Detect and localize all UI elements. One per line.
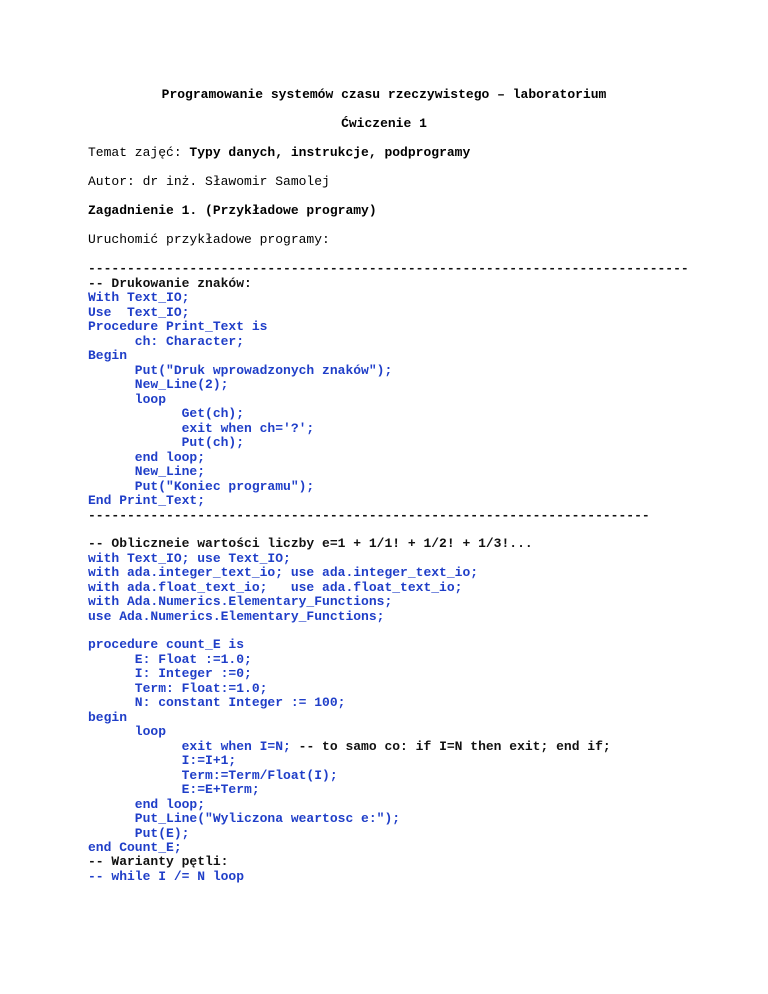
topic-label: Temat zajęć: (88, 145, 190, 160)
code-line: Get(ch); (88, 406, 245, 421)
separator-line: ----------------------------------------------------------------------------- (88, 261, 689, 276)
code-line: Put(E); (88, 825, 190, 841)
section-heading: Zagadnienie 1. (Przykładowe programy) (88, 203, 377, 218)
topic-value: Typy danych, instrukcje, podprogramy (189, 145, 471, 160)
code-line: Put(ch); (88, 435, 245, 450)
code-line: With Text_IO; (88, 290, 190, 305)
code-line: Term:=Term/Float(I); (88, 767, 338, 783)
code-line: use Ada.Numerics.Elementary_Functions; (88, 608, 385, 624)
code-line: with ada.float_text_io; use ada.float_text_io; (88, 579, 463, 595)
code-line: I:=I+1; (88, 753, 237, 768)
code-comment: -- Drukowanie znaków: (88, 275, 252, 291)
code-line: with Ada.Numerics.Elementary_Functions; (88, 594, 393, 609)
code-line: Procedure Print_Text is (88, 319, 268, 334)
code-line: I: Integer :=0; (88, 666, 252, 681)
code-line: Put_Line("Wyliczona weartosc e:"); (88, 811, 401, 826)
code-line: begin (88, 709, 128, 725)
code-line: Begin (88, 348, 128, 363)
code-line: N: constant Integer := 100; (88, 695, 346, 710)
code-line: Term: Float:=1.0; (88, 680, 268, 696)
code-line: E: Float :=1.0; (88, 651, 252, 667)
code-line: exit when ch='?'; (88, 420, 315, 436)
code-block-count-e (88, 638, 611, 856)
code-line: Put("Druk wprowadzonych znaków"); (88, 362, 393, 378)
instruction-text: Uruchomić przykładowe programy: (88, 232, 330, 247)
code-line: end loop; (88, 449, 206, 465)
document-title: Programowanie systemów czasu rzeczywistego – laboratorium (161, 87, 607, 102)
code-comment: -- Obliczneie wartości liczby e=1 + 1/1! + 1/2! + 1/3!... (88, 536, 533, 551)
code-block-loop-variants (88, 855, 244, 884)
code-line: ch: Character; (88, 333, 245, 349)
code-line: end loop; (88, 796, 206, 812)
code-comment: -- to samo co: if I=N then exit; end if; (290, 738, 611, 754)
author-line: Autor: dr inż. Sławomir Samolej (88, 174, 330, 189)
code-line: loop (88, 724, 167, 739)
separator-line: ------------------------------------------------------------------------ (88, 507, 650, 523)
code-line: New_Line; (88, 464, 206, 479)
exercise-number: Ćwiczenie 1 (341, 116, 427, 131)
code-comment: -- Warianty pętli: (88, 854, 229, 869)
code-line: E:=E+Term; (88, 782, 260, 797)
topic-line (88, 146, 470, 161)
code-line: Put("Koniec programu"); (88, 478, 315, 494)
code-line: exit when I=N; (88, 738, 291, 754)
code-line: with ada.integer_text_io; use ada.integer_text_io; (88, 565, 479, 580)
code-line-with-comment (88, 740, 611, 755)
code-line: End Print_Text; (88, 493, 206, 508)
code-line: procedure count_E is (88, 637, 245, 652)
code-line: loop (88, 391, 167, 407)
code-line: end Count_E; (88, 840, 182, 855)
code-line: Use Text_IO; (88, 304, 190, 320)
code-block-print-text (88, 262, 689, 523)
code-line: with Text_IO; use Text_IO; (88, 550, 291, 566)
code-block-imports (88, 537, 533, 624)
code-line: New_Line(2); (88, 377, 229, 392)
code-line: -- while I /= N loop (88, 868, 245, 884)
